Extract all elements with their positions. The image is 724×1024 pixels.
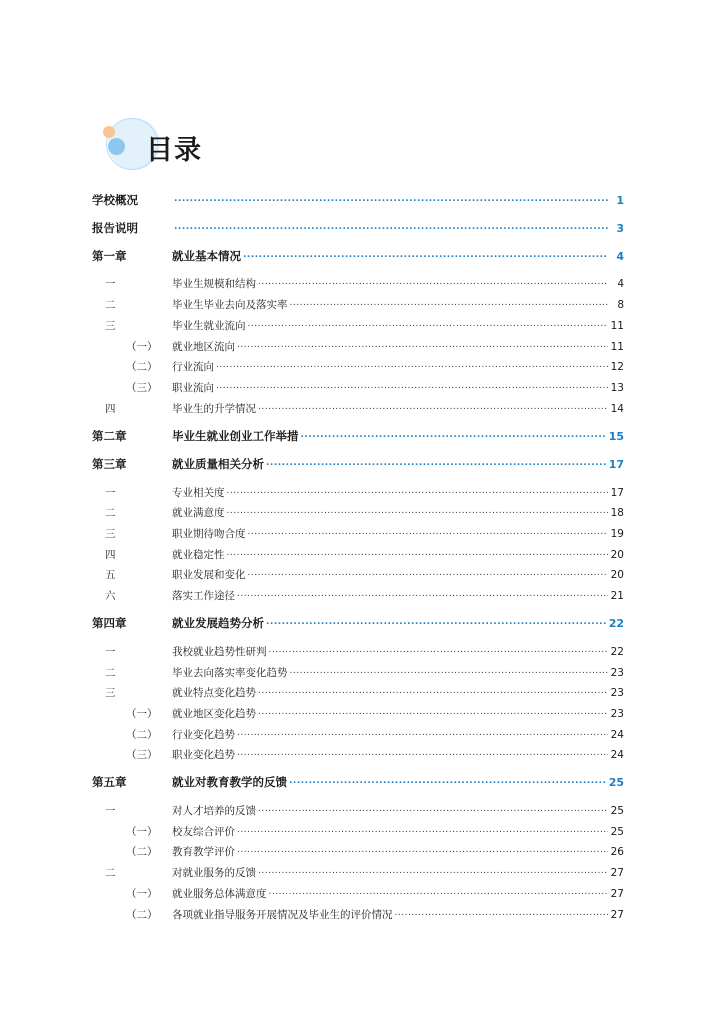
toc-entry-number: 第一章 <box>92 249 127 263</box>
toc-section-entry[interactable] <box>92 680 624 700</box>
toc-page-number: 27 <box>610 909 624 921</box>
toc-leader-dots <box>395 902 609 918</box>
toc-entry-label: 对就业服务的反馈 <box>172 867 256 879</box>
toc-section-entry[interactable] <box>92 500 624 520</box>
toc-page-number: 20 <box>610 549 624 561</box>
toc-leader-dots <box>258 701 608 717</box>
toc-entry-label: 我校就业趋势性研判 <box>172 646 267 658</box>
toc-section-entry[interactable] <box>92 860 624 880</box>
toc-leader-dots <box>266 452 607 468</box>
toc-entry-label: 职业期待吻合度 <box>172 528 246 540</box>
toc-subsection-entry[interactable] <box>92 334 624 354</box>
toc-page-number: 22 <box>608 617 624 630</box>
toc-section-entry[interactable] <box>92 521 624 541</box>
toc-page-number: 11 <box>610 341 624 353</box>
toc-entry-label: 毕业生毕业去向及落实率 <box>172 299 288 311</box>
toc-entry-label: 就业地区变化趋势 <box>172 708 256 720</box>
toc-entry-number: 二 <box>105 507 116 519</box>
toc-section-entry[interactable] <box>92 292 624 312</box>
toc-entry-label: 就业基本情况 <box>172 249 241 263</box>
toc-entry-number: （二） <box>126 909 158 921</box>
toc-entry-number: 学校概况 <box>92 193 138 207</box>
toc-chapter-entry[interactable] <box>92 452 624 472</box>
toc-entry-label: 对人才培养的反馈 <box>172 805 256 817</box>
toc-chapter-entry[interactable] <box>92 216 624 236</box>
toc-entry-number: （一） <box>126 888 158 900</box>
toc-page-number: 12 <box>610 361 624 373</box>
toc-page-number: 1 <box>616 194 624 207</box>
toc-page-number: 23 <box>610 708 624 720</box>
toc-entry-label: 职业流向 <box>172 382 214 394</box>
toc-entry-number: 第二章 <box>92 429 127 443</box>
toc-page-number: 8 <box>617 299 624 311</box>
toc-entry-number: 三 <box>105 528 116 540</box>
toc-entry-label: 毕业生规模和结构 <box>172 278 256 290</box>
toc-entry-number: （一） <box>126 826 158 838</box>
toc-entry-number: 第四章 <box>92 616 127 630</box>
toc-heading <box>100 116 240 180</box>
toc-leader-dots <box>237 742 608 758</box>
toc-page-number: 23 <box>610 687 624 699</box>
toc-leader-dots <box>290 660 609 676</box>
toc-page-number: 23 <box>610 667 624 679</box>
toc-page-number: 25 <box>610 805 624 817</box>
toc-page-number: 19 <box>610 528 624 540</box>
toc-entry-number: 报告说明 <box>92 221 138 235</box>
toc-page-number: 4 <box>617 278 624 290</box>
toc-leader-dots <box>227 500 609 516</box>
toc-entry-label: 专业相关度 <box>172 487 225 499</box>
toc-page-number: 20 <box>610 569 624 581</box>
toc-section-entry[interactable] <box>92 562 624 582</box>
toc-entry-number: 第五章 <box>92 775 127 789</box>
toc-entry-number: 第三章 <box>92 457 127 471</box>
toc-leader-dots <box>258 271 608 287</box>
toc-entry-label: 就业对教育教学的反馈 <box>172 775 287 789</box>
toc-leader-dots <box>216 375 608 391</box>
toc-page-number: 4 <box>616 250 624 263</box>
toc-subsection-entry[interactable] <box>92 881 624 901</box>
toc-entry-number: 三 <box>105 687 116 699</box>
toc-entry-number: 一 <box>105 805 116 817</box>
toc-leader-dots <box>258 396 608 412</box>
toc-entry-number: 二 <box>105 867 116 879</box>
toc-entry-label: 校友综合评价 <box>172 826 235 838</box>
toc-leader-dots <box>301 424 607 440</box>
toc-leader-dots <box>258 860 608 876</box>
toc-entry-label: 就业质量相关分析 <box>172 457 264 471</box>
toc-leader-dots <box>237 722 608 738</box>
toc-page-number: 25 <box>610 826 624 838</box>
toc-leader-dots <box>248 313 609 329</box>
toc-entry-number: 三 <box>105 320 116 332</box>
toc-page-number: 11 <box>610 320 624 332</box>
toc-entry-number: 二 <box>105 667 116 679</box>
toc-entry-number: （三） <box>126 749 158 761</box>
toc-entry-label: 职业变化趋势 <box>172 749 235 761</box>
toc-entry-number: 二 <box>105 299 116 311</box>
toc-entry-number: 五 <box>105 569 116 581</box>
toc-page-number: 18 <box>610 507 624 519</box>
toc-section-entry[interactable] <box>92 313 624 333</box>
toc-leader-dots <box>174 216 608 232</box>
toc-section-entry[interactable] <box>92 542 624 562</box>
toc-leader-dots <box>266 611 607 627</box>
toc-leader-dots <box>237 583 608 599</box>
toc-leader-dots <box>258 798 608 814</box>
toc-entry-label: 就业发展趋势分析 <box>172 616 264 630</box>
toc-entry-label: 就业满意度 <box>172 507 225 519</box>
toc-chapter-entry[interactable] <box>92 244 624 264</box>
toc-leader-dots <box>290 292 609 308</box>
toc-entry-label: 毕业去向落实率变化趋势 <box>172 667 288 679</box>
toc-entry-number: （二） <box>126 846 158 858</box>
toc-subsection-entry[interactable] <box>92 742 624 762</box>
toc-entry-number: 四 <box>105 403 116 415</box>
toc-entry-number: 四 <box>105 549 116 561</box>
toc-entry-number: （一） <box>126 708 158 720</box>
toc-leader-dots <box>289 770 607 786</box>
toc-page-number: 22 <box>610 646 624 658</box>
toc-subsection-entry[interactable] <box>92 375 624 395</box>
toc-page-number: 3 <box>616 222 624 235</box>
toc-subsection-entry[interactable] <box>92 722 624 742</box>
page-title: 目录 <box>146 135 202 166</box>
toc-leader-dots <box>269 881 609 897</box>
toc-leader-dots <box>237 334 608 350</box>
toc-chapter-entry[interactable] <box>92 770 624 790</box>
toc-entry-number: （二） <box>126 729 158 741</box>
toc-entry-label: 毕业生就业流向 <box>172 320 246 332</box>
toc-entry-number: 一 <box>105 646 116 658</box>
toc-page-number: 13 <box>610 382 624 394</box>
toc-page-number: 14 <box>610 403 624 415</box>
toc-page-number: 27 <box>610 888 624 900</box>
toc-page-number: 15 <box>608 430 624 443</box>
toc-leader-dots <box>248 562 609 578</box>
toc-chapter-entry[interactable] <box>92 188 624 208</box>
toc-page-number: 21 <box>610 590 624 602</box>
toc-subsection-entry[interactable] <box>92 701 624 721</box>
toc-leader-dots <box>237 819 608 835</box>
toc-leader-dots <box>216 354 608 370</box>
toc-page-number: 26 <box>610 846 624 858</box>
toc-entry-label: 行业变化趋势 <box>172 729 235 741</box>
toc-subsection-entry[interactable] <box>92 902 624 922</box>
toc-leader-dots <box>258 680 608 696</box>
toc-section-entry[interactable] <box>92 271 624 291</box>
toc-leader-dots <box>243 244 608 260</box>
toc-subsection-entry[interactable] <box>92 354 624 374</box>
toc-section-entry[interactable] <box>92 396 624 416</box>
decorative-dot-icon <box>103 126 115 138</box>
toc-entry-number: （一） <box>126 341 158 353</box>
toc-entry-label: 职业发展和变化 <box>172 569 246 581</box>
toc-page-number: 24 <box>610 749 624 761</box>
toc-entry-label: 行业流向 <box>172 361 214 373</box>
toc-entry-number: 一 <box>105 487 116 499</box>
toc-leader-dots <box>227 542 609 558</box>
toc-section-entry[interactable] <box>92 480 624 500</box>
toc-page-number: 27 <box>610 867 624 879</box>
toc-leader-dots <box>227 480 609 496</box>
toc-section-entry[interactable] <box>92 660 624 680</box>
toc-entry-label: 就业服务总体满意度 <box>172 888 267 900</box>
toc-page-number: 25 <box>608 776 624 789</box>
toc-page-number: 17 <box>608 458 624 471</box>
toc-section-entry[interactable] <box>92 639 624 659</box>
toc-entry-label: 毕业生的升学情况 <box>172 403 256 415</box>
toc-section-entry[interactable] <box>92 798 624 818</box>
toc-leader-dots <box>248 521 609 537</box>
decorative-bubble-icon <box>108 138 125 155</box>
toc-page-number: 24 <box>610 729 624 741</box>
toc-page-number: 17 <box>610 487 624 499</box>
toc-entry-label: 各项就业指导服务开展情况及毕业生的评价情况 <box>172 909 393 921</box>
toc-entry-label: 就业地区流向 <box>172 341 235 353</box>
toc-chapter-entry[interactable] <box>92 424 624 444</box>
toc-entry-number: 一 <box>105 278 116 290</box>
toc-entry-label: 就业特点变化趋势 <box>172 687 256 699</box>
toc-entry-label: 毕业生就业创业工作举措 <box>172 429 299 443</box>
toc-entry-number: 六 <box>105 590 116 602</box>
toc-leader-dots <box>174 188 608 204</box>
toc-subsection-entry[interactable] <box>92 839 624 859</box>
toc-entry-label: 落实工作途径 <box>172 590 235 602</box>
toc-chapter-entry[interactable] <box>92 611 624 631</box>
toc-entry-label: 教育教学评价 <box>172 846 235 858</box>
toc-entry-label: 就业稳定性 <box>172 549 225 561</box>
toc-entry-number: （二） <box>126 361 158 373</box>
toc-leader-dots <box>237 839 608 855</box>
toc-entry-number: （三） <box>126 382 158 394</box>
toc-leader-dots <box>269 639 609 655</box>
toc-subsection-entry[interactable] <box>92 819 624 839</box>
toc-section-entry[interactable] <box>92 583 624 603</box>
